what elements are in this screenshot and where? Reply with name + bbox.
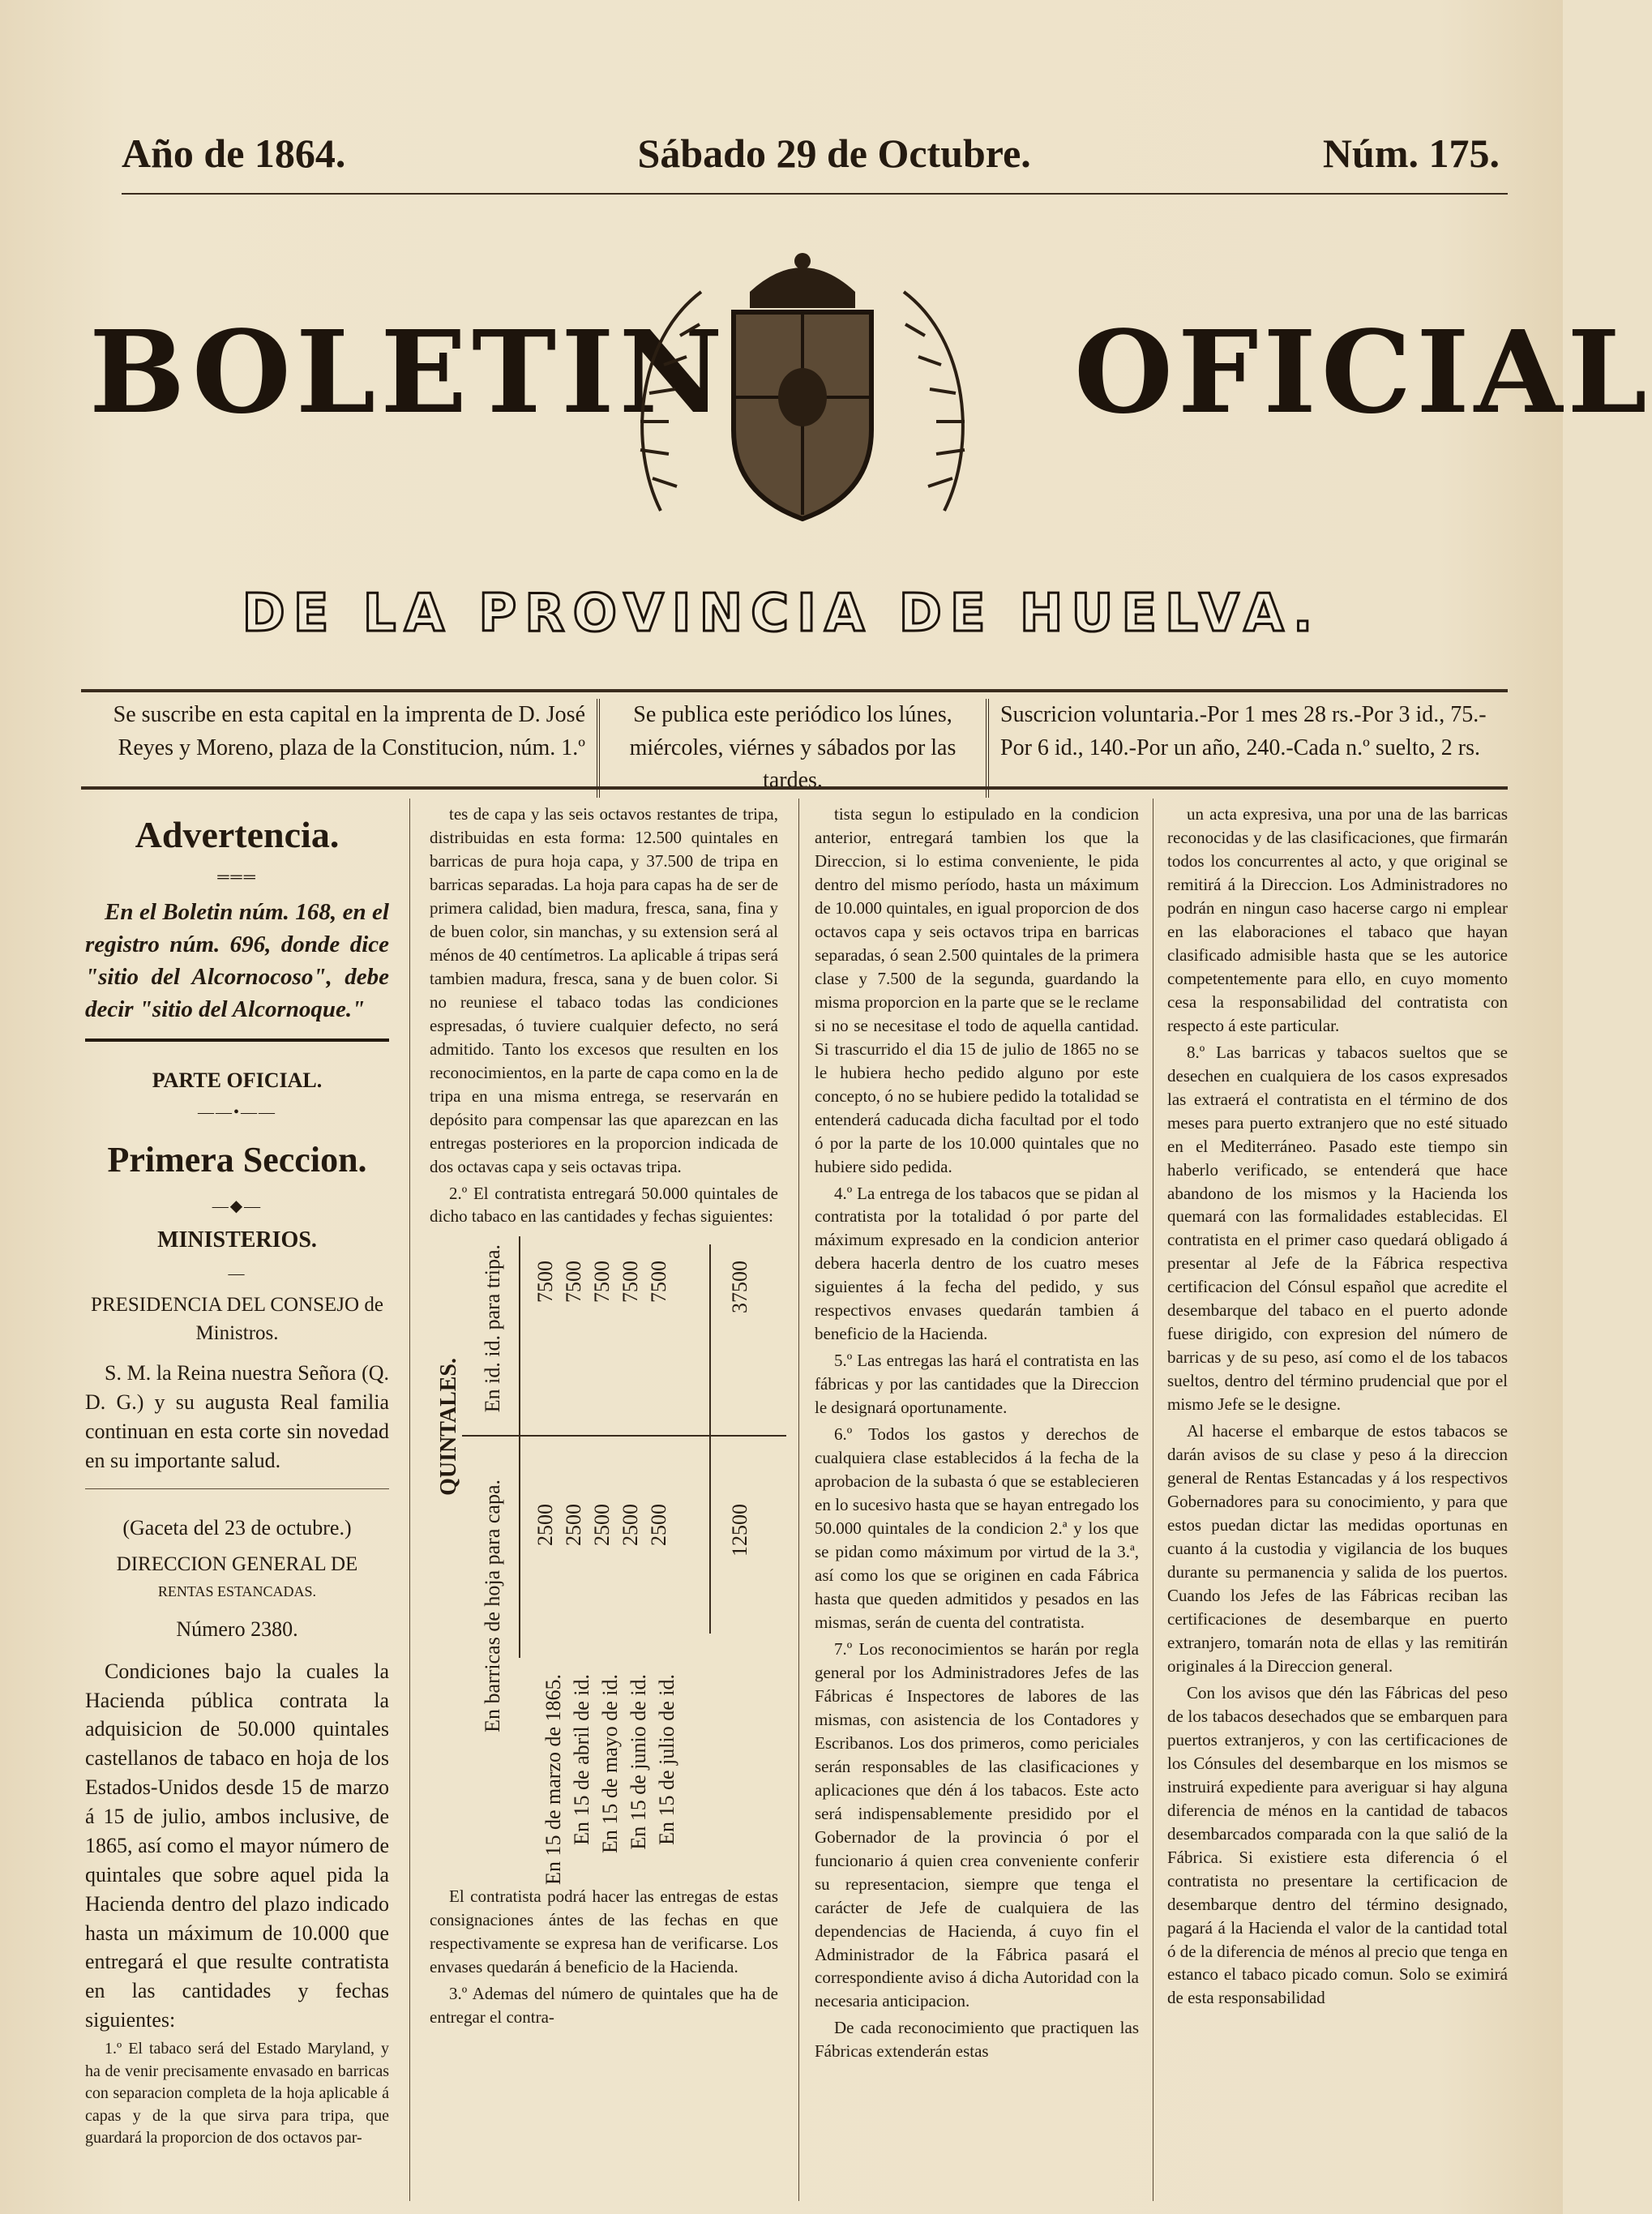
masthead-title-right: OFICIAL <box>1074 306 1652 439</box>
advertencia-text: En el Boletin núm. 168, en el registro núm. 696, donde dice "sitio del Alcornocoso", debe decir "sitio del Alcornoque." <box>85 899 389 1023</box>
year-label: Año de 1864. <box>122 131 346 176</box>
table-sum-line <box>709 1244 711 1634</box>
condicion-5: 5.º Las entregas las hará el contratista en las fábricas y por las cantidades que la Direccion le designará oportunamente. <box>815 1351 1139 1418</box>
capa-total: 12500 <box>728 1504 751 1557</box>
section-rule <box>85 1488 389 1489</box>
table-divider <box>462 1435 786 1437</box>
section-rule <box>85 1038 389 1042</box>
header-rule <box>122 193 1508 195</box>
ornament-divider: —◆— <box>212 1197 263 1216</box>
tripa-total: 37500 <box>728 1261 751 1314</box>
direccion-heading: DIRECCION GENERAL DE <box>116 1552 358 1575</box>
column-4 <box>1167 803 1508 2013</box>
condiciones-text: Condiciones bajo la cuales la Hacienda pública contrata la adquisicion de 50.000 quintales castellanos de tabaco en hoja de los Estados-Unidos desde 15 de marzo á 15 de julio, ambos inclusive, de 1865, así como el mayor número de quintales que sobre aquel pida la Hacienda dentro del plazo indicado hasta un máximum de 10.000 que entregará el que resulte contratista en las cantidades y fechas siguientes: <box>85 1659 389 2032</box>
royal-crest-icon <box>612 243 993 535</box>
column-separator <box>798 799 799 2201</box>
col2-paragraph: tes de capa y las seis octavos restantes de tripa, distribuidas en esta forma: 12.500 quintales en barricas de pura hoja capa, y 37.500 de tripa en barricas separadas. La hoja para capas ha de ser de primera calidad, bien madura, fresca, sana, fina y de buen color, sin manchas, y su extension será al ménos de 40 centímetros. La aplicable á tripas será tambien madura, fresca, sana y de buen color. Si no reuniese el tabaco todas las condiciones espresadas, ó tuviere cualquier defecto, no será admitido. Tanto los excesos que resulten en los reconocimientos, en la parte de capa como en la de tripa en una misma entrega, se reservarán en depósito para compensar las que aparezcan en las entregas posteriores en la proporcion indicada de dos octavas capa y seis octavas tripa. <box>430 804 778 1176</box>
advertencia-heading: Advertencia. <box>135 814 340 855</box>
condicion-7: 7.º Los reconocimientos se harán por regla general por los Administradores Jefes de las Fábricas é Inspectores de labores de las mismas, con asistencia de los Contadores y Escribanos. Los dos primeros, como periciales serán responsables de las clasificaciones y aplicaciones que dén á los tabacos. Este acto será indispensablemente presidido por el Gobernador de la provincia ó por el funcionario á quien crea conveniente conferir su representacion, siempre que tenga el carácter de Jefe de cualquiera de las dependencias de Hacienda, á cuyo fin el Administrador de la Fábrica pasará el correspondiente aviso á dicha Autoridad con la necesaria anticipacion. <box>815 1638 1139 2011</box>
capa-value: 2500 <box>562 1504 585 1547</box>
info-bottom-rule <box>81 786 1508 790</box>
condicion-1: 1.º El tabaco será del Estado Maryland, y ha de venir precisamente envasado en barricas con separacion completa de la hoja aplicable á capas y de la que sirva para tripa, que guardará la proporcion de dos octavos par- <box>85 2040 389 2148</box>
masthead <box>81 306 1652 527</box>
masthead-title-left: BOLETIN <box>89 306 728 439</box>
column-2 <box>430 803 778 2032</box>
ornament-divider: ——•—— <box>197 1103 276 1121</box>
col-capa-label: En barricas de hoja para capa. <box>481 1480 504 1733</box>
ornament-divider: — <box>228 1264 246 1283</box>
ornament-divider: ═══ <box>217 868 257 887</box>
condicion-4: 4.º La entrega de los tabacos que se pidan al contratista por la totalidad ó por parte del máximum expresado en la condicion anterior debera hacerla dentro de los cuatro meses siguientes á la fecha del pedido, y sus respectivos envases quedarán tambien á beneficio de la Hacienda. <box>815 1183 1139 1344</box>
publication-info: Se publica este periódico los lúnes, miércoles, viérnes y sábados por las tardes. <box>600 699 989 798</box>
tripa-value: 7500 <box>618 1261 642 1304</box>
capa-value: 2500 <box>533 1504 557 1547</box>
tripa-value: 7500 <box>647 1261 670 1304</box>
masthead-subtitle: DE LA PROVINCIA DE HUELVA. <box>242 584 1321 644</box>
column-separator <box>409 799 410 2201</box>
date-row: En 15 de julio de id. <box>655 1674 678 1846</box>
date-row: En 15 de mayo de id. <box>598 1674 622 1854</box>
col2-paragraph: El contratista podrá hacer las entregas de estas consignaciones ántes de las fechas en que respectivamente se expresa han de verificarse. Los envases quedarán á beneficio de la Hacienda. <box>430 1886 778 1977</box>
date-row: En 15 de marzo de 1865. <box>541 1674 565 1886</box>
capa-value: 2500 <box>618 1504 642 1547</box>
parte-oficial: PARTE OFICIAL. <box>152 1068 323 1093</box>
table-header: QUINTALES. <box>436 1358 461 1497</box>
condicion-6: 6.º Todos los gastos y derechos de cualquiera clase establecidos á la fecha de la aprobacion de la subasta ó que se establecieren en lo sucesivo hasta que se hayan entregado los 50.000 quintales de la condicion 2.ª y los que se pidan como máximum por virtud de la 3.ª, así como los que se originen en cada Fábrica hasta que queden admitidos y pesados en las mismas, serán de cuenta del contratista. <box>815 1424 1139 1632</box>
condicion-2: 2.º El contratista entregará 50.000 quintales de dicho tabaco en las cantidades y fechas siguientes: <box>430 1183 778 1227</box>
col3-paragraph: De cada reconocimiento que practiquen las Fábricas extenderán estas <box>815 2018 1139 2062</box>
col4-paragraph: Con los avisos que dén las Fábricas del peso de los tabacos desechados que se embarquen para puertos extranjeros, y con las certificaciones de los Cónsules del desembarque en los mismos se instruirá expediente para averiguar si hay alguna diferencia de ménos en la cantidad de tabacos desembarcados comparada con la que salió de la Fábrica. Si existiere esta diferencia ó el contratista no presentare la certificacion de desembarque dentro del término designado, pagará á la Hacienda el valor de la cantidad total ó de la diferencia de ménos al precio que tenga en estanco el tabaco picado comun. Solo se eximirá de esta responsabilidad <box>1167 1682 1508 2008</box>
presidencia-heading: PRESIDENCIA DEL CONSEJO de Ministros. <box>91 1294 383 1344</box>
column-3 <box>815 803 1139 2066</box>
numero-label: Número 2380. <box>176 1617 298 1641</box>
rentas-heading: RENTAS ESTANCADAS. <box>157 1583 317 1599</box>
tripa-value: 7500 <box>562 1261 585 1304</box>
capa-value: 2500 <box>647 1504 670 1547</box>
issue-number: Núm. 175. <box>1322 131 1500 176</box>
tripa-value: 7500 <box>590 1261 614 1304</box>
ministerios-heading: MINISTERIOS. <box>157 1227 317 1253</box>
subscription-info: Se suscribe en esta capital en la imprenta de D. José Reyes y Moreno, plaza de la Constitucion, núm. 1.º <box>81 699 600 798</box>
col-tripa-label: En id. id. para tripa. <box>481 1244 504 1413</box>
date-row: En 15 de abril de id. <box>570 1674 593 1846</box>
info-box <box>81 699 1508 794</box>
col4-paragraph: un acta expresiva, una por una de las barricas reconocidas y de las clasificaciones, que firmarán todos los concurrentes al acto, y que original se remitirá á la Direccion. Los Administradores no podrán en ningun caso hacerse cargo ni emplear en las elaboraciones el tabaco que hayan clasificado admisible hasta que se les autorice competentemente para ello, en cuyo momento cesa la responsabilidad del contratista con respecto á este particular. <box>1167 804 1508 1035</box>
table-line <box>519 1236 520 1658</box>
condicion-3: 3.º Ademas del número de quintales que ha de entregar el contra- <box>430 1984 778 2028</box>
col3-paragraph: tista segun lo estipulado en la condicion anterior, entregará tambien los que la Direccion, si lo estima conveniente, le pida dentro del mismo período, hasta un máximum de 10.000 quintales, en igual proporcion de dos octavos capa y seis octavos tripa en barricas separadas, ó sean 2.500 quintales de la primera clase y 7.500 de la segunda, guardando la misma proporcion en la parte que se le reclame si no se necesitase el todo de aquella cantidad. Si trascurrido el dia 15 de julio de 1865 no se le hubiera hecho pedido alguno por este concepto, ó no se hubiere pedido la totalidad se entenderá caducada dicha facultad por el todo ó por la parte de los 10.000 quintales que no hubiere sido pedida. <box>815 804 1139 1176</box>
condicion-8: 8.º Las barricas y tabacos sueltos que se desechen en cualquiera de los casos expresados las extraerá el contratista en el término de dos meses para puerto extranjero que no esté situado en el Mediterráneo. Pasado este tiempo sin haberlo verificado, se entenderá que hace abandono de los mismos y la Hacienda los quemará con las formalidades establecidas. El contratista en el primer caso quedará obligado á presentar al Jefe de la Fábrica respectiva certificacion del Cónsul español que acredite el desembarque del tabaco en el puerto adonde fuese dirigido, con expresion del número de barricas y de su peso, así como el de los tabacos sueltos, dentro del término prudencial que por el mismo Jefe se le designe. <box>1167 1042 1508 1415</box>
date-label: Sábado 29 de Octubre. <box>637 131 1031 176</box>
info-top-rule <box>81 689 1508 692</box>
col4-paragraph: Al hacerse el embarque de estos tabacos se darán avisos de su clase y peso á la direccion general de Rentas Estancadas y á los respectivos Gobernadores para su conocimiento, y para que estos puedan dictar las medidas oportunas en cuanto á la custodia y vigilancia de los buques durante su permanencia y salida de los puertos. Cuando los Jefes de las Fábricas reciban las certificaciones de desembarque en puerto extranjero, tomarán nota de ellas y las remitirán originales á la Direccion general. <box>1167 1421 1508 1676</box>
date-row: En 15 de junio de id. <box>627 1674 650 1851</box>
capa-value: 2500 <box>590 1504 614 1547</box>
column-1 <box>85 803 389 2153</box>
delivery-table <box>430 1236 778 1886</box>
presidencia-text: S. M. la Reina nuestra Señora (Q. D. G.) y su augusta Real familia continuan en esta corte sin novedad en su importante salud. <box>85 1361 389 1472</box>
header-line <box>122 130 1500 177</box>
seccion-heading: Primera Seccion. <box>107 1139 367 1180</box>
tripa-value: 7500 <box>533 1261 557 1304</box>
price-info: Suscricion voluntaria.-Por 1 mes 28 rs.-Por 3 id., 75.-Por 6 id., 140.-Por un año, 240.-Cada n.º suelto, 2 rs. <box>1000 702 1487 760</box>
gaceta-reference: (Gaceta del 23 de octubre.) <box>122 1515 352 1540</box>
